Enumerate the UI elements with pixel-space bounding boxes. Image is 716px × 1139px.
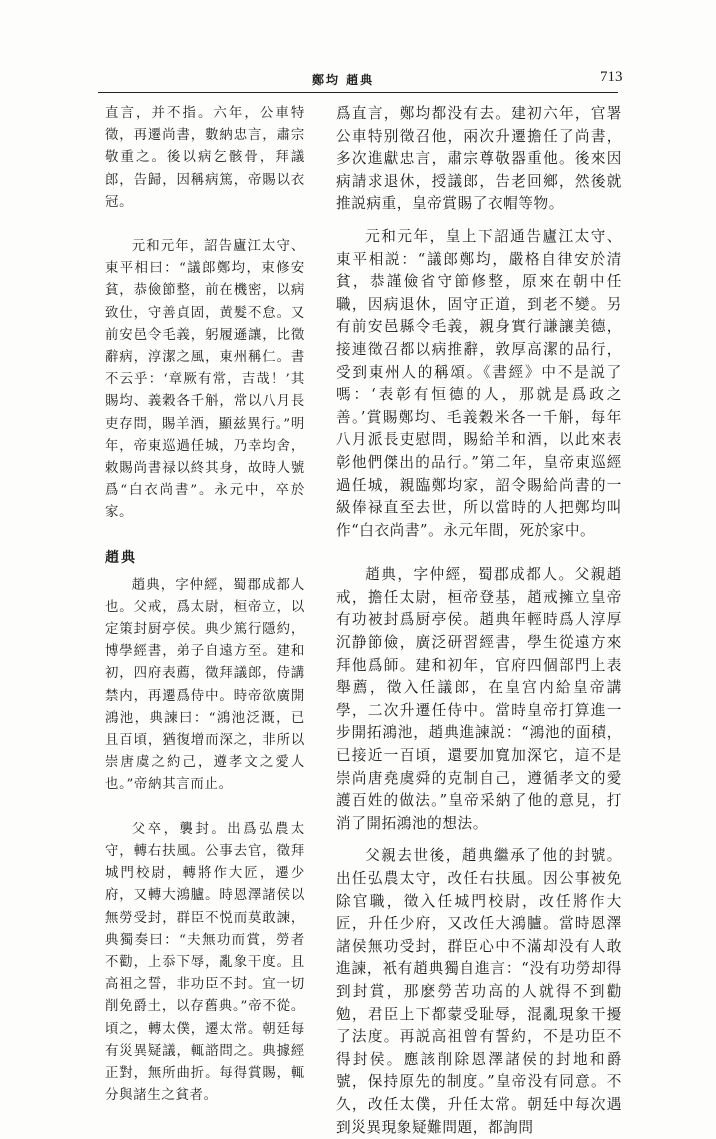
- paragraph-gap: [336, 542, 622, 564]
- page-header: [0, 0, 716, 100]
- paragraph-gap: [336, 835, 622, 845]
- paragraph-gap: [105, 525, 305, 547]
- paragraph-gap: [105, 214, 305, 236]
- classical-text-column: [105, 103, 305, 1104]
- running-head: 鄭均 趙典: [312, 73, 375, 87]
- translation-paragraph-3: 趙典，字仲經，蜀郡成都人。父親趙戒，擔任太尉，桓帝登基，趙戒擁立皇帝有功被封爲厨亭侯。趙典年輕時爲人淳厚沉静節儉，廣泛研習經書，學生從遠方來拜他爲師。建和初年，官府四個部門上表舉薦，徵入任議郎，在皇宫内給皇帝講學，二次升遷任侍中。當時皇帝打算進一步開拓鴻池，趙典進諫説：“鴻池的面積，已接近一百頃，還要加寬加深它，這不是崇尚唐堯虞舜的克制自己，遵循孝文的愛護百姓的做法。”皇帝采納了他的意見，打消了開拓鴻池的想法。: [336, 566, 622, 832]
- classical-paragraph-4: 父卒，襲封。出爲弘農太守，轉右扶風。公事去官，徵拜城門校尉，轉將作大匠，遷少府，又轉大鴻臚。時恩澤諸侯以無勞受封，群臣不悦而莫敢諫，典獨奏曰：“夫無功而賞，勞者不勸，上忝下辱，亂象干度。且高祖之誓，非功臣不封。宜一切削免爵土，以存舊典。”帝不從。頃之，轉太僕，遷太常。朝廷每有災異疑議，輒諮問之。典據經正對，無所曲折。每得賞賜，輒分與諸生之貧者。: [105, 821, 305, 1104]
- translation-column: [336, 103, 622, 1136]
- translation-paragraph-2: 元和元年，皇上下詔通告廬江太守、東平相説：“議郎鄭均，嚴格自律安於清貧，恭謹儉省守節修整，原來在朝中任職，因病退休，固守正道，到老不變。另有前安邑縣令毛義，親身實行謙讓美德，接連徵召都以病推辭，敦厚高潔的品行，受到東州人的稱頌。《書經》中不是説了嗎：‘表彰有恒德的人，那就是爲政之善。’賞賜鄭均、毛義穀米各一千斛，每年八月派長吏慰問，賜給羊和酒，以此來表彰他們傑出的品行。”第二年，皇帝東巡經過任城，親臨鄭均家，詔令賜給尚書的一級俸禄直至去世，所以當時的人把鄭均叫作“白衣尚書”。永元年間，死於家中。: [336, 227, 622, 539]
- paragraph-gap: [336, 216, 622, 226]
- page-number: 713: [600, 69, 623, 85]
- translation-paragraph-4: 父親去世後，趙典繼承了他的封號。出任弘農太守，改任右扶風。因公事被免除官職，徵入任城門校尉，改任將作大匠，升任少府，又改任大鴻臚。當時恩澤諸侯無功受封，群臣心中不滿却没有人敢進諫，衹有趙典獨自進言：“没有功勞却得到封賞，那麽勞苦功高的人就得不到勸勉，君臣上下都蒙受耻辱，混亂現象干擾了法度。再説高祖曾有誓約，不是功臣不得封侯。應該削除恩澤諸侯的封地和爵號，保持原先的制度。”皇帝没有同意。不久，改任太僕，升任太常。朝廷中每次遇到災異現象疑難問題，都詢問: [336, 847, 622, 1136]
- classical-paragraph-2: 元和元年，詔告廬江太守、東平相曰：“議郎鄭均，束修安貧，恭儉節整，前在機密，以病致仕，守善貞固，黄髮不怠。又前安邑令毛義，躬履遜讓，比徵辭病，淳潔之風，東州稱仁。書不云乎：‘章厥有常，吉哉！’其賜均、義穀各千斛，常以八月長吏存問，賜羊酒，顯兹異行。”明年，帝東巡過任城，乃幸均舍，敕賜尚書禄以終其身，故時人號爲“白衣尚書”。永元中，卒於家。: [105, 239, 305, 521]
- translation-paragraph-1: 爲直言，鄭均都没有去。建初六年，官署公車特别徵召他，兩次升遷擔任了尚書，多次進獻忠言，肅宗尊敬器重他。後來因病請求退休，授議郎，告老回鄉，然後就推説病重，皇帝賞賜了衣帽等物。: [336, 105, 622, 213]
- header-rule: [98, 92, 618, 93]
- paragraph-gap: [105, 797, 305, 819]
- classical-paragraph-3: 趙典，字仲經，蜀郡成都人也。父戒，爲太尉，桓帝立，以定策封厨亭侯。典少篤行隱約，博學經書，弟子自遠方至。建和初，四府表薦，徵拜議郎，侍講禁内，再遷爲侍中。時帝欲廣開鴻池，典諫曰：“鴻池泛溉，已且百頃，猶復增而深之，非所以崇唐虞之約己，遵孝文之愛人也。”帝納其言而止。: [105, 577, 305, 793]
- section-title: 趙典: [105, 549, 137, 566]
- classical-paragraph-1: 直言，并不指。六年，公車特徵，再遷尚書，數納忠言，肅宗敬重之。後以病乞骸骨，拜議郎，告歸，因稱病篤，帝賜以衣冠。: [105, 106, 305, 210]
